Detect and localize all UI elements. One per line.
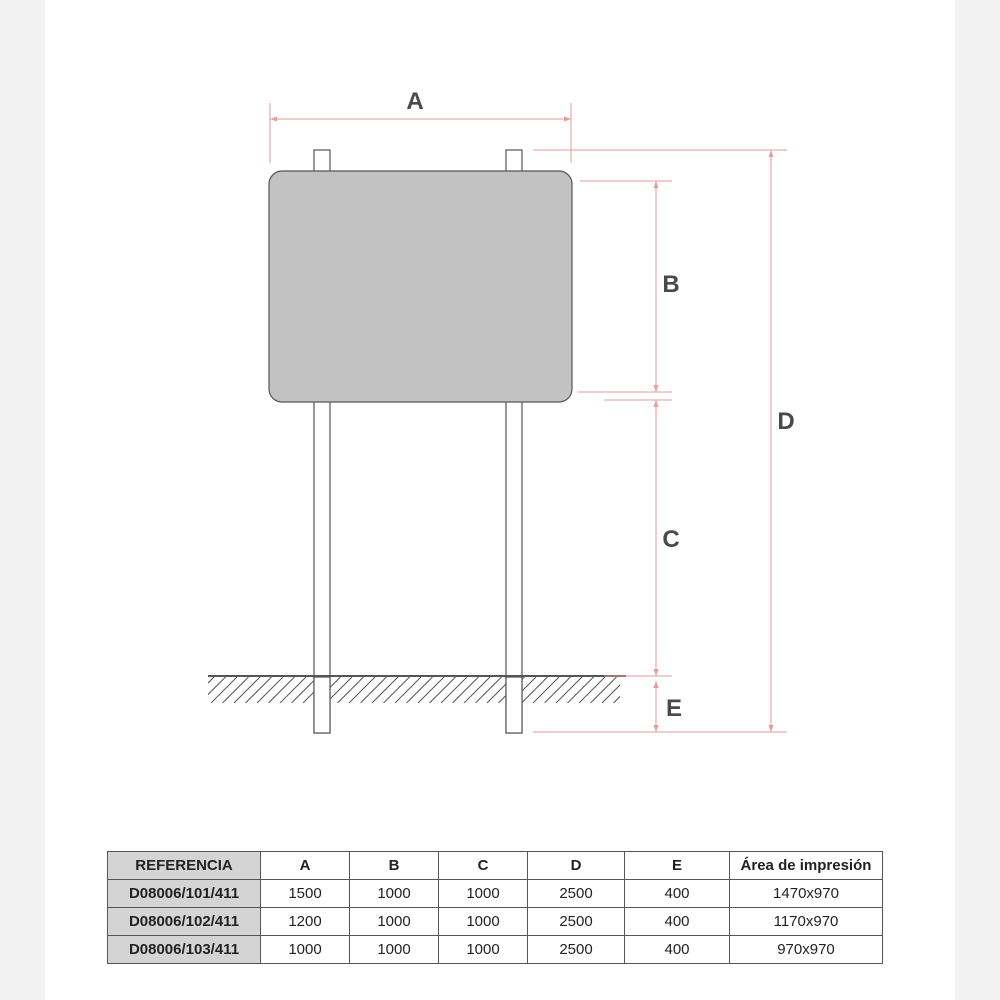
header-area-impresion: Área de impresión bbox=[730, 852, 883, 880]
cell-c: 1000 bbox=[439, 880, 528, 908]
cell-d: 2500 bbox=[528, 880, 625, 908]
cell-d: 2500 bbox=[528, 936, 625, 964]
sign-panel bbox=[269, 171, 572, 402]
cell-a: 1200 bbox=[261, 908, 350, 936]
left-post-buried bbox=[314, 677, 330, 733]
cell-area: 1170x970 bbox=[730, 908, 883, 936]
dimension-label-e: E bbox=[665, 695, 683, 722]
dimension-label-b: B bbox=[662, 271, 680, 298]
cell-e: 400 bbox=[625, 936, 730, 964]
cell-d: 2500 bbox=[528, 908, 625, 936]
table-row bbox=[108, 880, 883, 908]
header-b: B bbox=[350, 852, 439, 880]
cell-b: 1000 bbox=[350, 908, 439, 936]
table-row bbox=[108, 936, 883, 964]
right-post-buried bbox=[506, 677, 522, 733]
ground-hatch bbox=[188, 677, 640, 703]
dimension-label-d: D bbox=[777, 408, 795, 435]
cell-a: 1500 bbox=[261, 880, 350, 908]
cell-a: 1000 bbox=[261, 936, 350, 964]
cell-referencia: D08006/101/411 bbox=[108, 880, 261, 908]
header-d: D bbox=[528, 852, 625, 880]
cell-c: 1000 bbox=[439, 908, 528, 936]
cell-b: 1000 bbox=[350, 936, 439, 964]
cell-area: 970x970 bbox=[730, 936, 883, 964]
cell-e: 400 bbox=[625, 908, 730, 936]
cell-area: 1470x970 bbox=[730, 880, 883, 908]
cell-c: 1000 bbox=[439, 936, 528, 964]
dimension-label-c: C bbox=[662, 526, 680, 553]
cell-referencia: D08006/102/411 bbox=[108, 908, 261, 936]
cell-e: 400 bbox=[625, 880, 730, 908]
cell-referencia: D08006/103/411 bbox=[108, 936, 261, 964]
table-header-row bbox=[108, 852, 883, 880]
cell-b: 1000 bbox=[350, 880, 439, 908]
header-a: A bbox=[261, 852, 350, 880]
dimension-label-a: A bbox=[406, 88, 424, 115]
header-c: C bbox=[439, 852, 528, 880]
dimensions-table bbox=[107, 851, 883, 964]
header-e: E bbox=[625, 852, 730, 880]
header-referencia: REFERENCIA bbox=[108, 852, 261, 880]
table-row bbox=[108, 908, 883, 936]
